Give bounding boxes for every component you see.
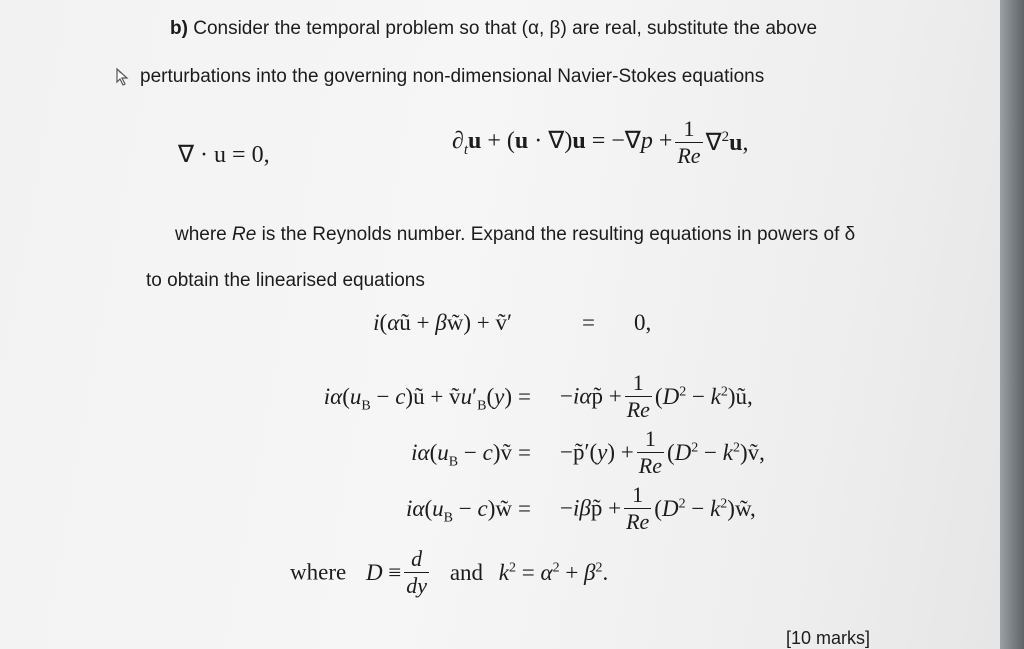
and-word: and <box>449 559 484 585</box>
eq4-rhs: −iβp̃ + $\frac{1}{Re}$ ($D^2$ − $k^2)w̃$, <box>560 482 756 534</box>
question-line-1 <box>170 18 817 40</box>
line3-part-b: is the Reynolds number. Expand the resulting equations in powers of δ <box>256 224 856 245</box>
question-line-4: to obtain the linearised equations <box>146 270 425 291</box>
definitions-line <box>290 548 608 604</box>
linearised-eq-2 <box>0 372 1000 422</box>
eq1-lhs: i(αũ + βw̃) + ṽ′ <box>373 310 512 335</box>
mouse-pointer-icon <box>112 66 134 88</box>
eq2-rhs: −iαp̃ + $\frac{1}{Re}$ ($D^2$ − $k^2)ũ$, <box>560 370 753 422</box>
eq3-lhs: $i\alpha(u_B$ − c)ṽ <box>411 440 512 470</box>
background-edge <box>1000 0 1024 649</box>
question-text-1: Consider the temporal problem so that (α, β) are real, substitute the above <box>193 18 818 39</box>
eq2-lhs: $i\alpha(u_B$ − c)ũ + $ṽu'_B(y)$ <box>323 384 512 414</box>
eq2-equals: = <box>518 384 531 409</box>
eq1-rhs: 0, <box>634 310 652 335</box>
line3-part-a: where <box>175 224 233 245</box>
eq4-lhs: $i\alpha(u_B$ − c)w̃ <box>406 496 512 526</box>
eq1-equals: = <box>582 310 595 335</box>
where-word: where <box>290 559 347 585</box>
continuity-text: ∇ · u = 0, <box>178 142 270 168</box>
part-label: b) <box>170 18 188 39</box>
marks-label: [10 marks] <box>786 628 871 648</box>
k-squared-definition: $k^2 = \alpha^2 + \beta^2$. <box>498 559 609 585</box>
line3-re: Re <box>232 224 257 245</box>
question-line-2: perturbations into the governing non-dimensional Navier-Stokes equations <box>140 66 765 87</box>
linearised-eq-1 <box>0 310 1000 340</box>
eq3-equals: = <box>518 440 531 465</box>
continuity-equation <box>178 140 270 169</box>
momentum-equation: $\partial_tu + (u \cdot \nabla)u = -\nabla p$ + $\frac{1}{Re}$ ∇$^2$u, <box>452 116 749 168</box>
linearised-eq-3 <box>0 428 1000 478</box>
question-line-3 <box>175 224 855 246</box>
d-operator: D ≡ <box>365 559 402 585</box>
linearised-eq-4 <box>0 484 1000 534</box>
d-dy-fraction: $\frac{d}{dy}$ <box>406 546 428 598</box>
eq3-rhs: −p̃′(y) + $\frac{1}{Re}$ ($D^2$ − $k^2)ṽ$, <box>560 426 765 478</box>
eq4-equals: = <box>518 496 531 521</box>
